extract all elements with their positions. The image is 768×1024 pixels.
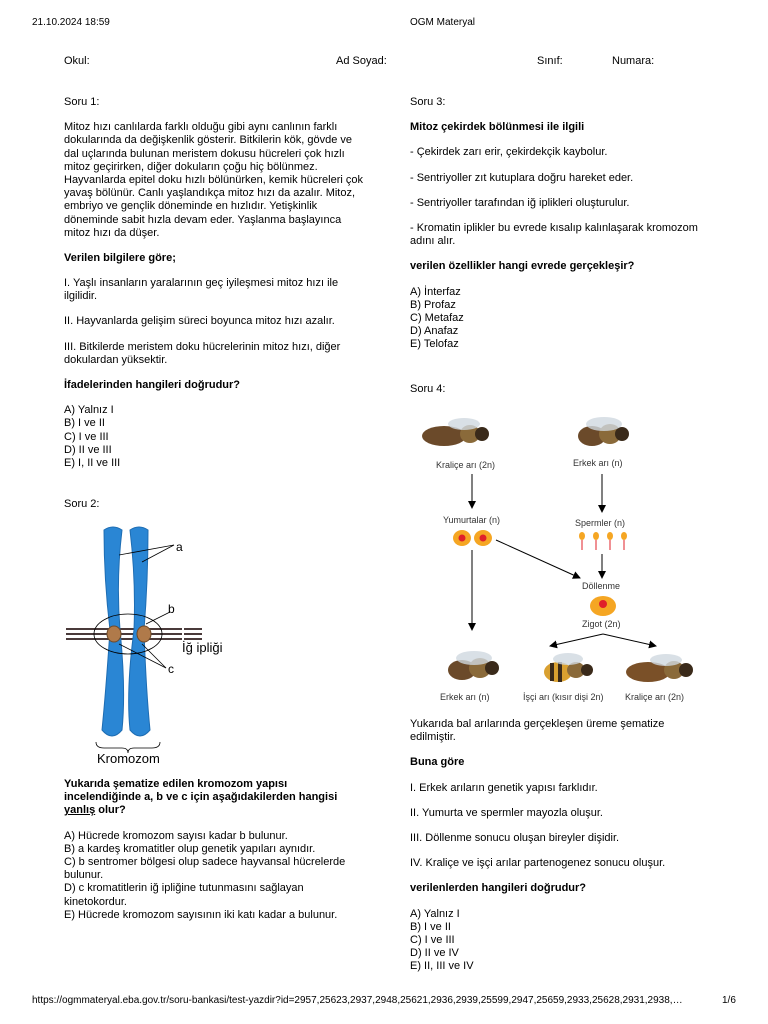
q4-statement-3: III. Döllenme sonucu oluşan bireyler dişidir. (410, 831, 620, 844)
q3-label: Soru 3: (410, 96, 446, 108)
question-2-body (64, 778, 364, 922)
label-queen: Kraliçe arı (2n) (436, 460, 496, 470)
question-4-body (410, 718, 710, 973)
label-drone: Erkek arı (n) (573, 458, 623, 468)
bee-reproduction-figure (410, 408, 710, 708)
q1-statement-2: II. Hayvanlarda gelişim süreci boyunca mitoz hızı azalır. (64, 315, 335, 328)
q3-bullet-3: - Sentriyoller tarafından iğ iplikleri oluşturulur. (410, 196, 630, 209)
q3-options (410, 286, 710, 352)
print-title: OGM Materyal (410, 17, 476, 28)
label-chromosome: Kromozom (97, 751, 160, 766)
q2-option-a[interactable]: A) Hücrede kromozom sayısı kadar b bulunur. (64, 829, 288, 842)
q4-option-a[interactable]: A) Yalnız I (410, 907, 460, 920)
q1-option-e[interactable]: E) I, II ve III (64, 456, 121, 469)
q3-title: Mitoz çekirdek bölünmesi ile ilgili (410, 121, 585, 134)
drone-bee-icon (578, 417, 629, 446)
q4-question: verilenlerden hangileri doğrudur? (410, 882, 587, 895)
q1-passage: Mitoz hızı canlılarda farklı olduğu gibi aynı canlının farklı dokularında da değişkenlik gösterir. Bitkilerin kök, gövde ve dal uçlarında bulunan meristem dokusu hücreleri çok hızlı mitoz geçirirken, diğer dokuların çoğu hiç bölünmez. Hayvanlarda epitel doku hızlı bölünürken, kemik hücreleri çok yavaş bölünür. Canlı yaşlandıkça mitoz hızı da azalır. Mitoz, embriyo ve gençlik döneminde en hızlıdır. Yetişkinlik döneminde sabit hızla devam eder. Yaşlanma başlayınca mitoz hızı da düşer. (64, 121, 363, 239)
q3-option-d[interactable]: D) Anafaz (410, 325, 459, 338)
q4-caption: Yukarıda bal arılarında gerçekleşen üreme şematize edilmiştir. (410, 718, 665, 744)
q4-option-b[interactable]: B) I ve II (410, 920, 451, 933)
drone-bee-icon (448, 651, 499, 680)
question-3 (410, 96, 710, 351)
q1-option-a[interactable]: A) Yalnız I (64, 404, 114, 417)
q1-question: İfadelerinden hangileri doğrudur? (64, 379, 241, 391)
q4-statement-1: I. Erkek arıların genetik yapısı farklıdır. (410, 781, 598, 794)
q4-option-c[interactable]: C) I ve III (410, 933, 455, 946)
label-a: a (176, 540, 183, 554)
q2-option-e[interactable]: E) Hücrede kromozom sayısının iki katı kadar a bulunur. (64, 908, 338, 921)
name-label: Ad Soyad: (336, 55, 387, 67)
q1-option-d[interactable]: D) II ve III (64, 443, 112, 456)
q4-statement-4: IV. Kraliçe ve işçi arılar partenogenez sonucu oluşur. (410, 857, 666, 870)
queen-bee-icon (422, 418, 489, 446)
q3-option-a[interactable]: A) İnterfaz (410, 285, 461, 298)
label-queen-offspring: Kraliçe arı (2n) (625, 692, 685, 702)
q2-option-d[interactable]: D) c kromatitlerin iğ ipliğine tutunmasını sağlayan kinetokordur. (64, 882, 304, 908)
q1-lead: Verilen bilgilere göre; (64, 251, 176, 264)
q3-bullet-4: - Kromatin iplikler bu evrede kısalıp kalınlaşarak kromozom adını alır. (410, 221, 698, 248)
chromosome-figure (64, 520, 264, 770)
q4-statement-2: II. Yumurta ve spermler mayozla oluşur. (410, 806, 603, 819)
q3-option-c[interactable]: C) Metafaz (410, 311, 464, 324)
label-drone-offspring: Erkek arı (n) (440, 692, 490, 702)
label-c: c (168, 662, 174, 676)
q2-label: Soru 2: (64, 498, 100, 510)
q4-options (410, 908, 710, 974)
label-eggs: Yumurtalar (n) (443, 515, 501, 525)
label-b: b (168, 602, 175, 616)
q4-lead: Buna göre (410, 756, 465, 769)
q4-option-e[interactable]: E) II, III ve IV (410, 960, 474, 973)
q3-option-e[interactable]: E) Telofaz (410, 338, 459, 351)
q4-label: Soru 4: (410, 383, 446, 395)
q1-statement-3: III. Bitkilerde meristem doku hücrelerinin mitoz hızı, diğer dokulardan yüksektir. (64, 340, 341, 366)
egg-icon (453, 530, 492, 546)
q4-option-d[interactable]: D) II ve IV (410, 947, 459, 960)
q2-option-c[interactable]: C) b sentromer bölgesi olup sadece hayvansal hücrelerde bulunur. (64, 855, 346, 882)
page-number: 1/6 (722, 995, 736, 1006)
q3-question: verilen özellikler hangi evrede gerçekleşir? (410, 260, 635, 273)
class-label: Sınıf: (537, 55, 563, 67)
school-label: Okul: (64, 55, 90, 67)
q3-bullet-1: - Çekirdek zarı erir, çekirdekçik kaybolur. (410, 146, 608, 159)
label-spindle-thread: İğ ipliği (182, 640, 223, 655)
worker-bee-icon (544, 653, 593, 682)
q2-options (64, 830, 364, 922)
q1-statement-1: I. Yaşlı insanların yaralarının geç iyileşmesi mitoz hızı ile ilgilidir. (64, 277, 339, 303)
q1-option-b[interactable]: B) I ve II (64, 417, 105, 430)
print-datetime: 21.10.2024 18:59 (32, 17, 110, 28)
queen-bee-icon (626, 654, 693, 682)
q3-option-b[interactable]: B) Profaz (410, 298, 456, 311)
q1-options (64, 404, 364, 470)
sperm-icon (579, 532, 627, 550)
label-fertilization: Döllenme (582, 581, 621, 591)
q3-bullet-2: - Sentriyoller zıt kutuplara doğru hareket eder. (410, 171, 634, 184)
number-label: Numara: (612, 55, 655, 67)
zygote-icon (590, 596, 616, 616)
q2-option-b[interactable]: B) a kardeş kromatitler olup genetik yapıları aynıdır. (64, 842, 316, 855)
spindle-thread (66, 628, 182, 640)
footer-url[interactable]: https://ogmmateryal.eba.gov.tr/soru-bankasi/test-yazdir?id=2957,25623,2937,2948,25621,2936,2939,25599,2947,25659,2933,25628,2931,2938,… (32, 995, 683, 1006)
label-sperm: Spermler (n) (575, 518, 626, 528)
q1-label: Soru 1: (64, 96, 100, 108)
q2-question: Yukarıda şematize edilen kromozom yapısı incelendiğinde a, b ve c için aşağıdakilerden hangisi yanlış olur? (64, 778, 338, 817)
label-zygote: Zigot (2n) (582, 619, 621, 629)
question-1 (64, 96, 364, 470)
q1-option-c[interactable]: C) I ve III (64, 430, 109, 443)
label-worker: İşçi arı (kısır dişi 2n) (523, 692, 604, 702)
